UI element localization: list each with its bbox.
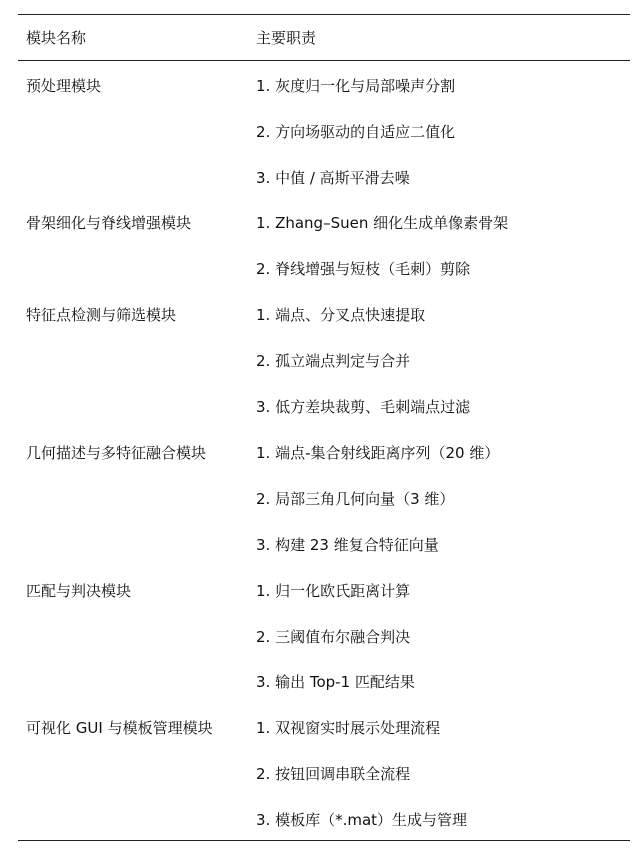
table-header-rule bbox=[18, 60, 630, 61]
duty-item: 1. 归一化欧氏距离计算 bbox=[256, 582, 411, 600]
duty-item: 1. Zhang–Suen 细化生成单像素骨架 bbox=[256, 214, 509, 232]
duty-item: 1. 端点、分叉点快速提取 bbox=[256, 306, 426, 324]
duty-item: 2. 孤立端点判定与合并 bbox=[256, 352, 411, 370]
module-name: 特征点检测与筛选模块 bbox=[26, 306, 177, 324]
duty-item: 2. 局部三角几何向量（3 维） bbox=[256, 490, 455, 508]
duty-item: 3. 构建 23 维复合特征向量 bbox=[256, 536, 439, 554]
module-name: 预处理模块 bbox=[26, 77, 102, 95]
duty-item: 1. 灰度归一化与局部噪声分割 bbox=[256, 77, 456, 95]
duty-item: 2. 脊线增强与短枝（毛刺）剪除 bbox=[256, 260, 471, 278]
duty-item: 3. 输出 Top-1 匹配结果 bbox=[256, 673, 415, 691]
duty-item: 1. 双视窗实时展示处理流程 bbox=[256, 719, 441, 737]
module-name: 匹配与判决模块 bbox=[26, 582, 132, 600]
module-name: 可视化 GUI 与模板管理模块 bbox=[26, 719, 213, 737]
table-bottom-rule bbox=[18, 840, 630, 841]
table-top-rule bbox=[18, 14, 630, 15]
duty-item: 3. 中值 / 高斯平滑去噪 bbox=[256, 169, 410, 187]
duty-item: 1. 端点-集合射线距离序列（20 维） bbox=[256, 444, 500, 462]
module-name: 骨架细化与脊线增强模块 bbox=[26, 214, 192, 232]
header-main-duties: 主要职责 bbox=[256, 29, 317, 47]
duty-item: 2. 按钮回调串联全流程 bbox=[256, 765, 411, 783]
module-name: 几何描述与多特征融合模块 bbox=[26, 444, 207, 462]
duty-item: 3. 低方差块裁剪、毛刺端点过滤 bbox=[256, 398, 471, 416]
duty-item: 2. 方向场驱动的自适应二值化 bbox=[256, 123, 456, 141]
duty-item: 2. 三阈值布尔融合判决 bbox=[256, 628, 411, 646]
header-module-name: 模块名称 bbox=[26, 29, 87, 47]
duty-item: 3. 模板库（*.mat）生成与管理 bbox=[256, 811, 468, 829]
